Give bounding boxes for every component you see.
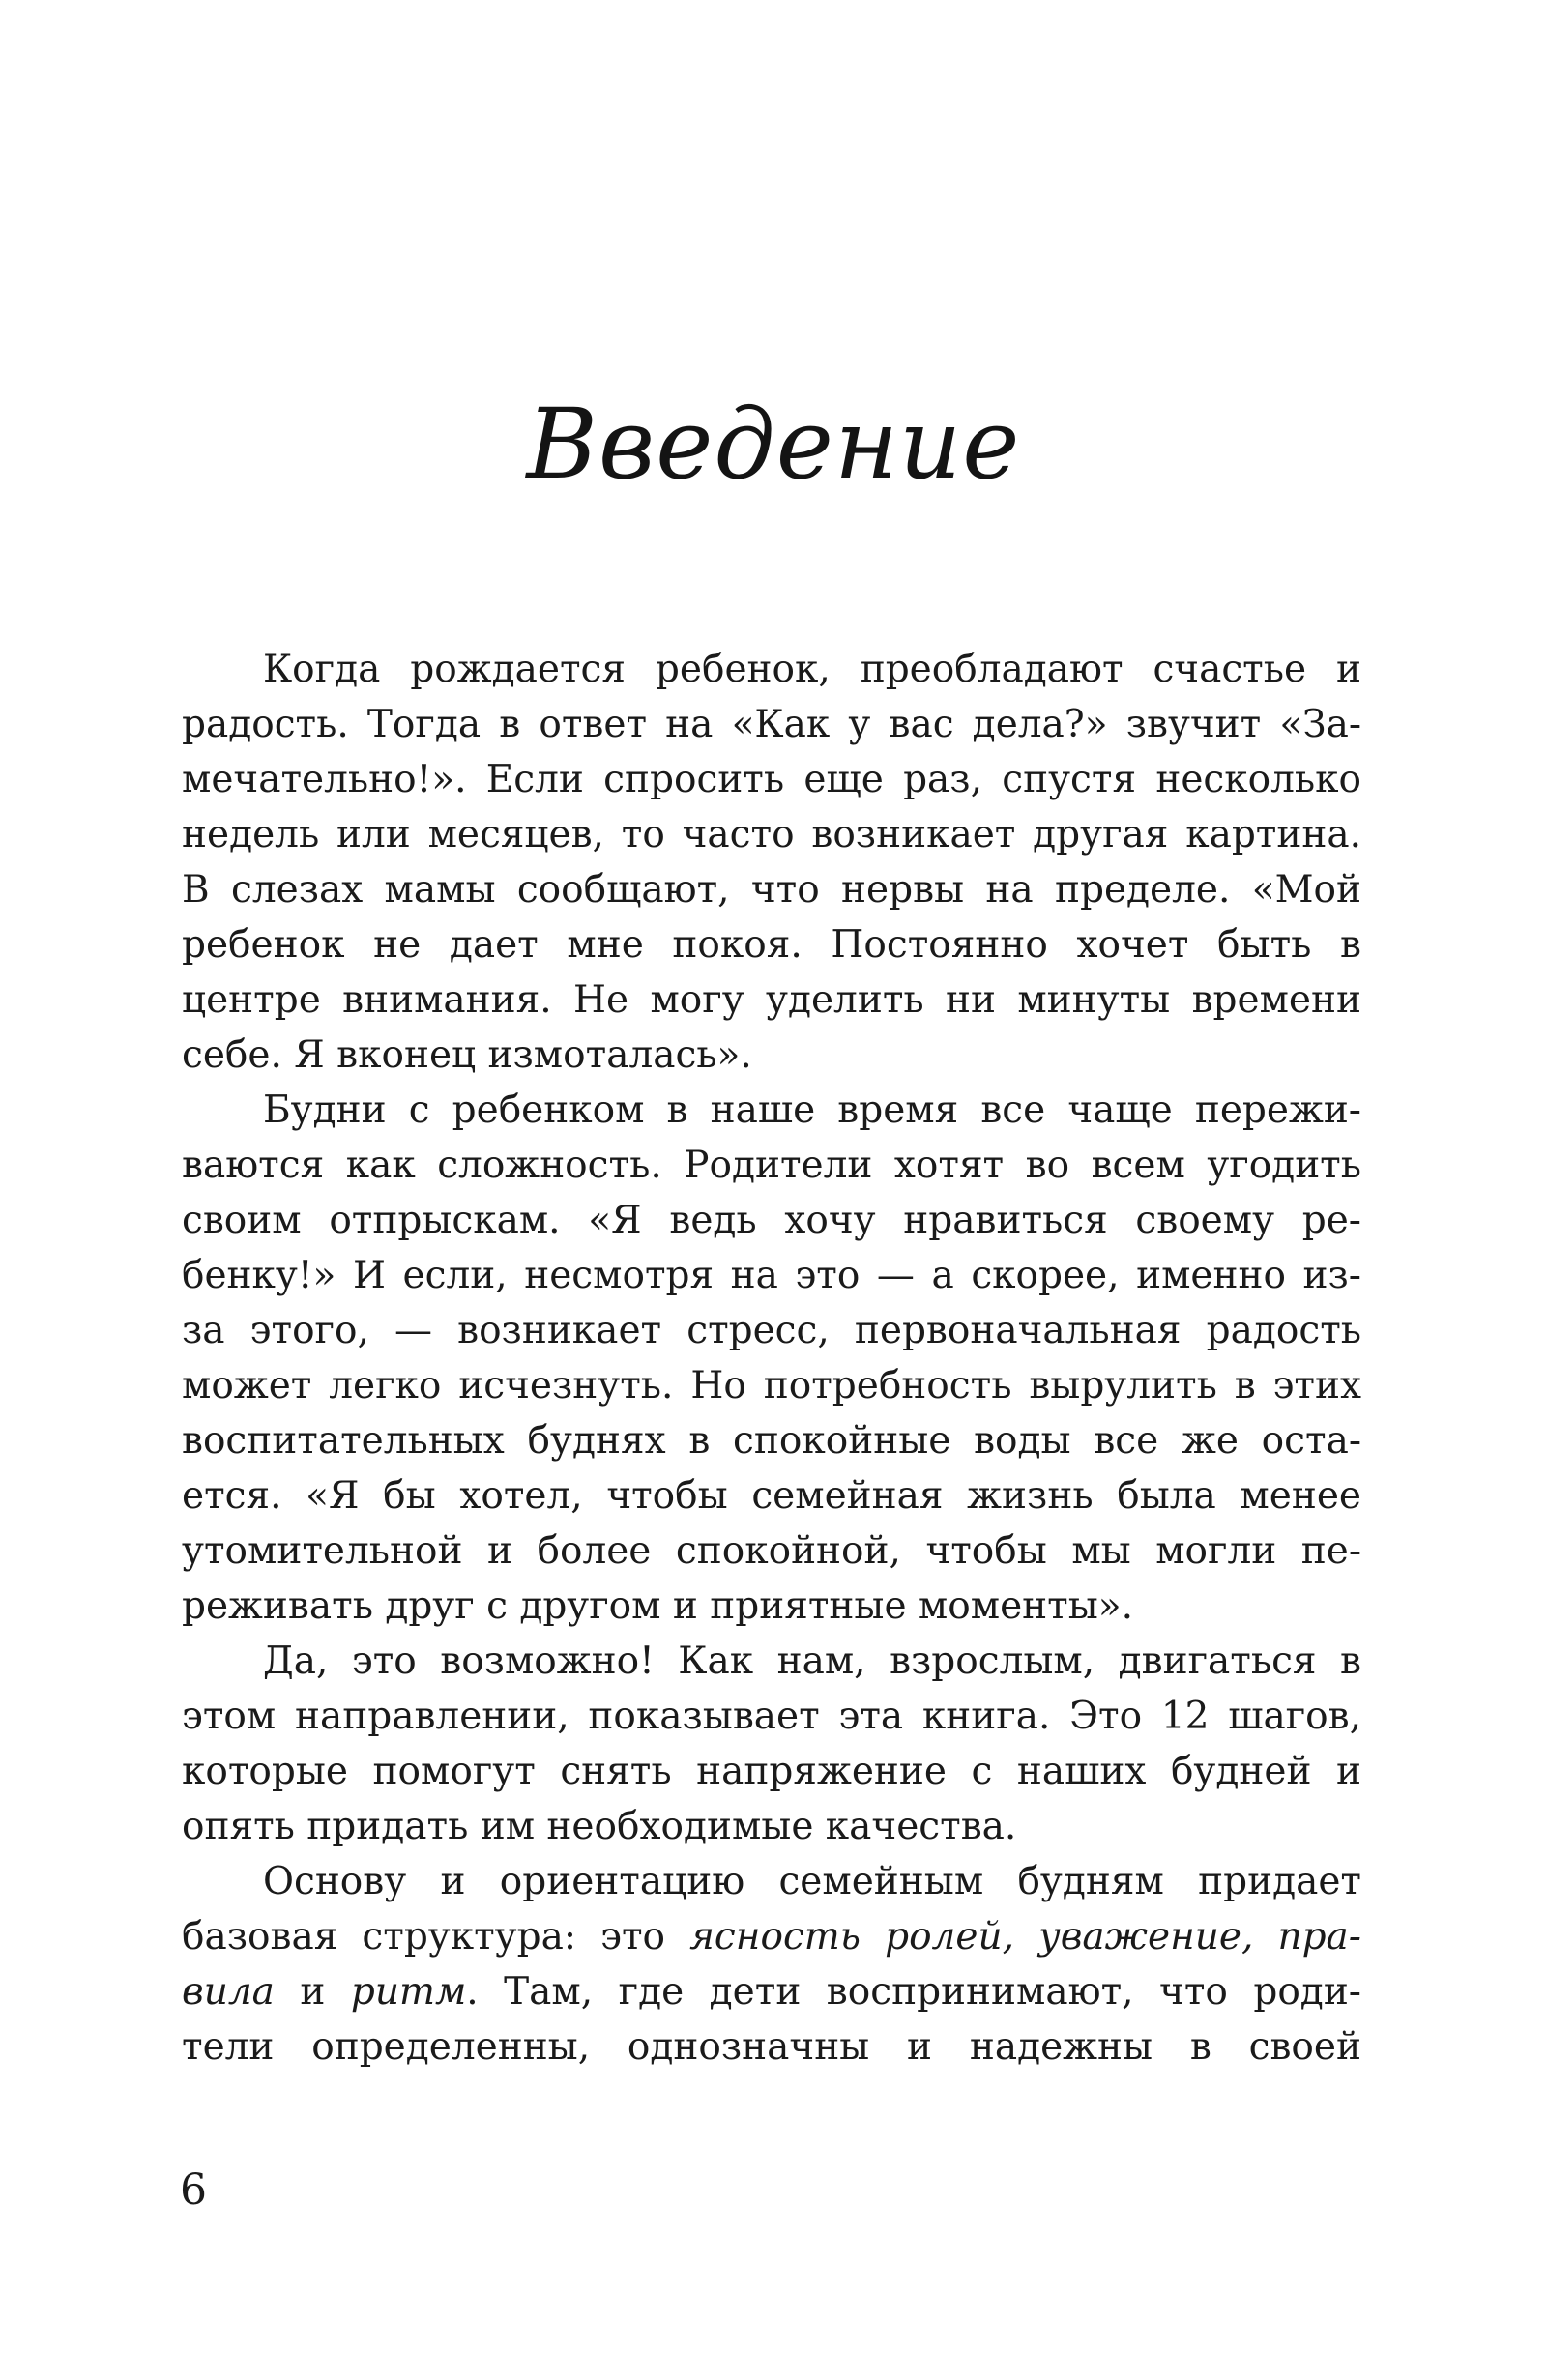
- text-line: которые помогут снять напряжение с наших будней и: [182, 1750, 1361, 1793]
- text-line: ется. «Я бы хотел, чтобы семейная жизнь была менее: [182, 1474, 1361, 1518]
- text-line: ребенок не дает мне покоя. Постоянно хочет быть в: [182, 923, 1361, 967]
- text-segment: базовая структура: это: [182, 1915, 690, 1959]
- chapter-title: Введение: [526, 388, 1021, 501]
- text-line: мечательно!». Если спросить еще раз, спустя несколько: [182, 758, 1361, 801]
- text-line: тели определенны, однозначны и надежны в своей: [182, 2025, 1361, 2069]
- emphasis-text: вила: [182, 1970, 275, 2014]
- emphasis-text: ясность ролей, уважение, пра-: [689, 1915, 1361, 1959]
- text-line: [182, 1909, 1361, 1964]
- text-line: Будни с ребенком в наше время все чаще пережи-: [263, 1088, 1361, 1132]
- text-line: радость. Тогда в ответ на «Как у вас дела?» звучит «За-: [182, 703, 1361, 746]
- text-segment: и: [274, 1970, 351, 2014]
- paragraph-1: [182, 642, 1361, 1083]
- text-line: себе. Я вконец измоталась».: [182, 1033, 752, 1077]
- text-line: реживать друг с другом и приятные моменты».: [182, 1584, 1134, 1628]
- text-line: бенку!» И если, несмотря на это — а скорее, именно из-: [182, 1254, 1361, 1297]
- paragraph-4: [182, 1854, 1361, 2075]
- text-line: этом направлении, показывает эта книга. Это 12 шагов,: [182, 1695, 1361, 1738]
- text-line: за этого, — возникает стресс, первоначальная радость: [182, 1309, 1361, 1352]
- paragraph-3: [182, 1634, 1361, 1854]
- text-line: недель или месяцев, то часто возникает другая картина.: [182, 813, 1361, 856]
- text-segment: . Там, где дети воспринимают, что роди-: [466, 1970, 1361, 2014]
- body-text: [182, 642, 1361, 2075]
- text-line: своим отпрыскам. «Я ведь хочу нравиться своему ре-: [182, 1199, 1361, 1242]
- page-number: 6: [180, 2165, 207, 2215]
- text-line: опять придать им необходимые качества.: [182, 1805, 1017, 1848]
- text-line: Основу и ориентацию семейным будням придает: [263, 1860, 1361, 1903]
- text-line: [182, 1964, 1361, 2019]
- text-line: может легко исчезнуть. Но потребность вырулить в этих: [182, 1364, 1361, 1408]
- text-line: Да, это возможно! Как нам, взрослым, двигаться в: [263, 1640, 1361, 1683]
- text-line: воспитательных буднях в спокойные воды все же оста-: [182, 1419, 1361, 1463]
- paragraph-2: [182, 1083, 1361, 1634]
- text-line: центре внимания. Не могу уделить ни минуты времени: [182, 978, 1361, 1022]
- text-line: В слезах мамы сообщают, что нервы на пределе. «Мой: [182, 868, 1361, 912]
- text-line: ваются как сложность. Родители хотят во всем угодить: [182, 1144, 1361, 1187]
- text-line: Когда рождается ребенок, преобладают счастье и: [263, 648, 1361, 691]
- text-line: утомительной и более спокойной, чтобы мы могли пе-: [182, 1529, 1361, 1573]
- emphasis-text: ритм: [350, 1970, 467, 2014]
